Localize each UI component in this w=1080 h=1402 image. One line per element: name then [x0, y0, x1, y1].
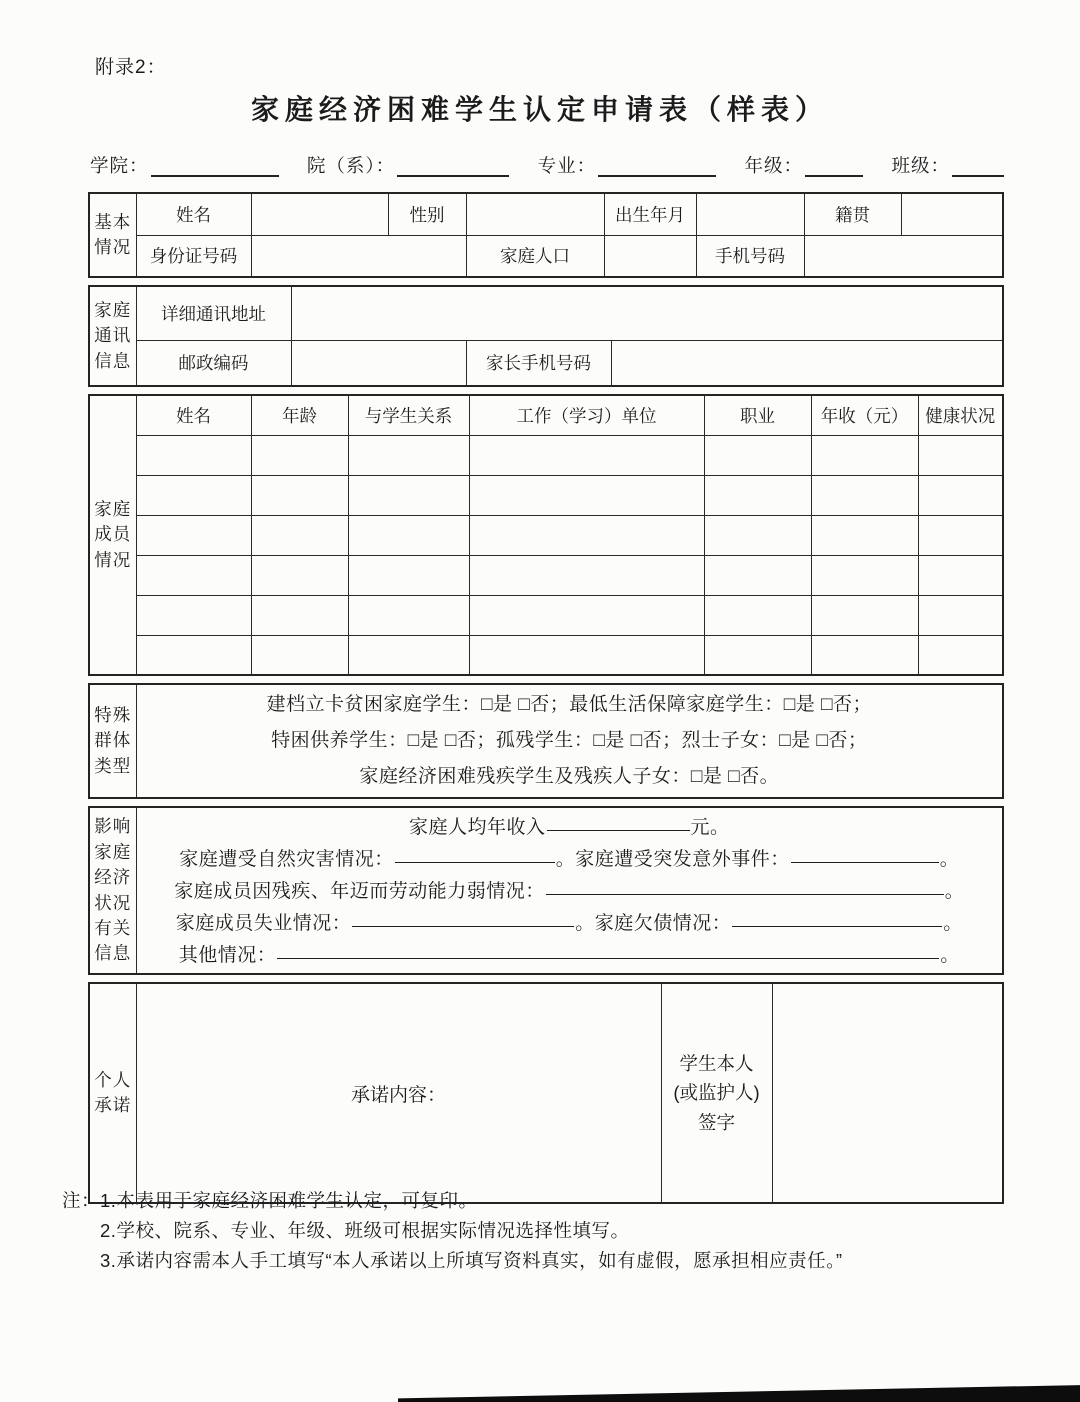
empty-cell	[811, 555, 918, 595]
col-header-relation: 与学生关系	[348, 395, 469, 435]
top-field-label: 学院：	[90, 155, 149, 176]
top-field-label: 班级：	[891, 155, 950, 176]
fill-line-text: 。家庭遭受突发意外事件：	[555, 848, 790, 870]
fill-line-text: 。	[943, 912, 963, 934]
top-field	[307, 152, 511, 178]
fill-line	[137, 875, 1003, 907]
empty-cell	[469, 435, 704, 475]
commitment-content-cell	[136, 983, 661, 1203]
empty-cell	[704, 595, 811, 635]
section-label-family-members: 家庭成员情况	[89, 395, 136, 675]
empty-cell	[811, 595, 918, 635]
empty-cell	[811, 635, 918, 675]
family-member-row	[89, 435, 1003, 475]
fill-in-blank-line	[598, 157, 716, 178]
empty-cell	[918, 555, 1003, 595]
empty-cell	[251, 475, 348, 515]
empty-cell	[704, 435, 811, 475]
birth-value-cell	[696, 193, 804, 235]
commitment-table	[88, 982, 1004, 1204]
empty-cell	[251, 555, 348, 595]
notes-list	[100, 1186, 843, 1276]
fill-in-blank-line	[397, 157, 509, 178]
economic-info-content	[136, 807, 1003, 974]
gender-value-cell	[466, 193, 604, 235]
top-field-line	[90, 152, 1006, 178]
basic-info-table	[88, 192, 1004, 278]
fill-line-text: 。	[944, 880, 965, 902]
note-item: 2.学校、院系、专业、年级、班级可根据实际情况选择性填写。	[100, 1220, 630, 1241]
family-contact-table	[88, 285, 1004, 387]
signature-value-cell	[772, 983, 1003, 1203]
section-label-basic-info: 基本情况	[89, 193, 136, 277]
form-body	[88, 192, 1002, 1211]
section-label-economic-info: 影响家庭经济状况有关信息	[89, 807, 136, 974]
empty-cell	[918, 635, 1003, 675]
empty-cell	[469, 635, 704, 675]
mobile-value-cell	[804, 235, 1003, 277]
col-header-age: 年龄	[251, 395, 348, 435]
empty-cell	[918, 435, 1003, 475]
empty-cell	[704, 635, 811, 675]
empty-cell	[251, 435, 348, 475]
empty-cell	[348, 635, 469, 675]
parent-mobile-label: 家长手机号码	[466, 340, 611, 386]
empty-cell	[348, 435, 469, 475]
fill-line	[137, 843, 1003, 875]
notes-prefix: 注：	[62, 1190, 101, 1211]
fill-in-blank-line	[547, 811, 690, 831]
fill-in-blank-line	[546, 875, 944, 895]
empty-cell	[469, 515, 704, 555]
empty-cell	[251, 515, 348, 555]
mobile-label: 手机号码	[696, 235, 804, 277]
empty-cell	[251, 635, 348, 675]
family-member-row	[89, 475, 1003, 515]
fill-line-text: 家庭成员因残疾、年迈而劳动能力弱情况：	[174, 880, 545, 902]
empty-cell	[811, 475, 918, 515]
top-field-label: 专业：	[537, 155, 597, 176]
top-field	[745, 152, 866, 178]
fill-in-blank-line	[732, 907, 942, 927]
fill-in-blank-line	[395, 843, 555, 863]
fill-line-text: 。	[939, 848, 960, 870]
empty-cell	[136, 435, 251, 475]
empty-cell	[136, 635, 251, 675]
name-value-cell	[251, 193, 388, 235]
top-field	[538, 152, 719, 178]
id-number-label: 身份证号码	[136, 235, 251, 277]
fill-in-blank-line	[952, 157, 1004, 178]
fill-line	[137, 939, 1003, 971]
empty-cell	[918, 475, 1003, 515]
checkbox-line: 建档立卡贫困家庭学生：□是 □否；最低生活保障家庭学生：□是 □否；	[266, 694, 872, 715]
economic-info-table	[88, 806, 1004, 975]
col-header-name: 姓名	[136, 395, 251, 435]
top-field	[90, 152, 281, 178]
empty-cell	[918, 515, 1003, 555]
checkbox-line: 特困供养学生：□是 □否；孤残学生：□是 □否；烈士子女：□是 □否；	[271, 730, 868, 751]
family-member-row	[89, 635, 1003, 675]
fill-line-text: 其他情况：	[178, 944, 277, 966]
fill-in-blank-line	[805, 157, 863, 178]
empty-cell	[136, 555, 251, 595]
empty-cell	[704, 475, 811, 515]
empty-cell	[469, 475, 704, 515]
section-label-special-groups: 特殊群体类型	[89, 684, 136, 798]
top-field-label: 年级：	[744, 155, 804, 176]
footnotes	[62, 1186, 1042, 1276]
empty-cell	[348, 515, 469, 555]
family-size-label: 家庭人口	[466, 235, 604, 277]
special-groups-table	[88, 683, 1004, 799]
address-value-cell	[291, 286, 1003, 340]
empty-cell	[251, 595, 348, 635]
fill-line	[137, 907, 1003, 939]
parent-mobile-value-cell	[611, 340, 1003, 386]
scan-artifact-bar	[398, 1384, 1080, 1402]
fill-line-text: 家庭人均年收入	[408, 816, 546, 838]
empty-cell	[704, 555, 811, 595]
address-label: 详细通讯地址	[136, 286, 291, 340]
native-place-value-cell	[901, 193, 1003, 235]
id-number-value-cell	[251, 235, 466, 277]
empty-cell	[469, 595, 704, 635]
col-header-occupation: 职业	[704, 395, 811, 435]
fill-in-blank-line	[352, 907, 574, 927]
family-members-header-row	[89, 395, 1003, 435]
postal-code-label: 邮政编码	[136, 340, 291, 386]
section-label-commitment: 个人承诺	[89, 983, 136, 1203]
empty-cell	[348, 595, 469, 635]
family-member-row	[89, 555, 1003, 595]
fill-line-text: 元。	[690, 816, 730, 838]
empty-cell	[136, 595, 251, 635]
fill-line-text: 家庭成员失业情况：	[175, 912, 352, 934]
checkbox-line: 家庭经济困难残疾学生及残疾人子女：□是 □否。	[359, 766, 780, 787]
empty-cell	[136, 475, 251, 515]
birth-label: 出生年月	[604, 193, 696, 235]
signature-label-cell: 学生本人 (或监护人) 签字	[661, 983, 772, 1203]
section-label-family-contact: 家庭通讯信息	[89, 286, 136, 386]
empty-cell	[811, 515, 918, 555]
empty-cell	[348, 555, 469, 595]
family-members-table	[88, 394, 1004, 676]
postal-code-value-cell	[291, 340, 466, 386]
empty-cell	[918, 595, 1003, 635]
top-field-label: 院（系）：	[306, 155, 396, 176]
col-header-health: 健康状况	[918, 395, 1003, 435]
fill-in-blank-line	[277, 939, 939, 959]
special-groups-content	[136, 684, 1003, 798]
note-item: 1.本表用于家庭经济困难学生认定，可复印。	[100, 1190, 478, 1211]
note-item: 3.承诺内容需本人手工填写“本人承诺以上所填写资料真实，如有虚假，愿承担相应责任。”	[100, 1250, 843, 1271]
family-size-value-cell	[604, 235, 696, 277]
empty-cell	[704, 515, 811, 555]
fill-line	[137, 811, 1003, 843]
empty-cell	[811, 435, 918, 475]
fill-in-blank-line	[151, 157, 279, 178]
fill-line-text: 。	[940, 944, 960, 966]
empty-cell	[469, 555, 704, 595]
commitment-content-label: 承诺内容：	[350, 1084, 446, 1106]
empty-cell	[136, 515, 251, 555]
col-header-income: 年收（元）	[811, 395, 918, 435]
empty-cell	[348, 475, 469, 515]
fill-in-blank-line	[791, 843, 939, 863]
col-header-workplace: 工作（学习）单位	[469, 395, 704, 435]
gender-label: 性别	[388, 193, 466, 235]
name-label: 姓名	[136, 193, 251, 235]
family-member-row	[89, 595, 1003, 635]
top-field	[891, 152, 1006, 178]
fill-line-text: 家庭遭受自然灾害情况：	[179, 848, 394, 870]
family-member-row	[89, 515, 1003, 555]
fill-line-text: 。家庭欠债情况：	[575, 912, 732, 934]
native-place-label: 籍贯	[804, 193, 901, 235]
appendix-label: 附录2：	[95, 57, 167, 78]
form-title: 家庭经济困难学生认定申请表（样表）	[250, 94, 829, 125]
